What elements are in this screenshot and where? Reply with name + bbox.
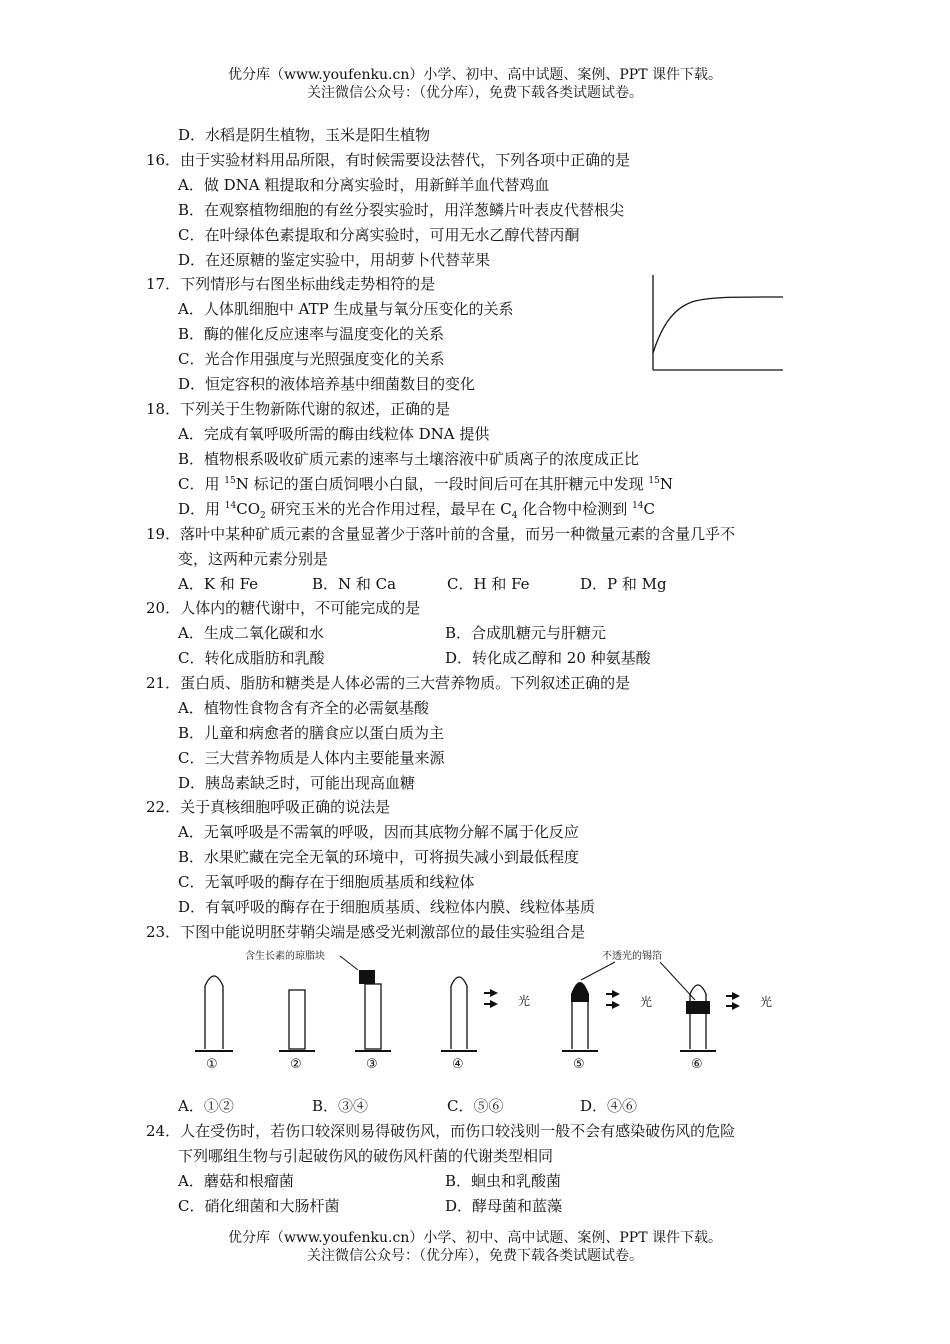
saturation-curve <box>653 297 783 353</box>
q22-option-b: B．水果贮藏在完全无氧的环境中，可将损失减小到最低程度 <box>178 848 580 866</box>
fig-number-6: ⑥ <box>691 1057 703 1072</box>
fig-number-5: ⑤ <box>573 1057 585 1072</box>
q22-stem: 22．关于真核细胞呼吸正确的说法是 <box>146 798 391 816</box>
q20-option-c: C．转化成脂肪和乳酸 <box>178 649 325 667</box>
q18-option-a: A．完成有氧呼吸所需的酶由线粒体 DNA 提供 <box>178 425 490 443</box>
coleoptile-1 <box>195 976 233 1072</box>
q17-option-c: C．光合作用强度与光照强度变化的关系 <box>178 350 445 368</box>
q17-option-d: D．恒定容积的液体培养基中细菌数目的变化 <box>178 375 476 393</box>
q22-option-d: D．有氧呼吸的酶存在于细胞质基质、线粒体内膜、线粒体基质 <box>178 898 596 916</box>
q22-option-c: C．无氧呼吸的酶存在于细胞质基质和线粒体 <box>178 873 475 891</box>
light-label-4: 光 <box>518 994 531 1008</box>
q15-option-d: D．水稻是阴生植物，玉米是阳生植物 <box>178 126 431 144</box>
light-label-6: 光 <box>760 995 773 1009</box>
fig-number-3: ③ <box>366 1057 378 1072</box>
q16-option-c: C．在叶绿体色素提取和分离实验时，可用无水乙醇代替丙酮 <box>178 226 580 244</box>
coleoptile-4 <box>441 977 530 1072</box>
q19-option-d: D．P 和 Mg <box>580 575 667 593</box>
q20-option-d: D．转化成乙醇和 20 种氨基酸 <box>445 649 651 667</box>
q23-option-a: A．①② <box>178 1097 234 1115</box>
q20-stem: 20．人体内的糖代谢中，不可能完成的是 <box>146 599 421 617</box>
q16-option-a: A．做 DNA 粗提取和分离实验时，用新鲜羊血代替鸡血 <box>178 176 550 194</box>
footer-line-2: 关注微信公众号：（优分库），免费下载各类试题试卷。 <box>307 1248 643 1264</box>
agar-label-pointer <box>340 956 358 970</box>
q16-option-d: D．在还原糖的鉴定实验中，用胡萝卜代替苹果 <box>178 251 491 269</box>
q19-option-c: C．H 和 Fe <box>447 575 530 593</box>
q23-stem: 23．下图中能说明胚芽鞘尖端是感受光刺激部位的最佳实验组合是 <box>146 923 586 941</box>
fig-number-4: ④ <box>452 1057 464 1072</box>
q24-option-c: C．硝化细菌和大肠杆菌 <box>178 1197 340 1215</box>
foil-label: 不透光的锡箔 <box>602 951 662 962</box>
q16-option-b: B．在观察植物细胞的有丝分裂实验时，用洋葱鳞片叶表皮代替根尖 <box>178 201 625 219</box>
light-label-5: 光 <box>640 995 653 1009</box>
q21-stem: 21．蛋白质、脂肪和糖类是人体必需的三大营养物质。下列叙述正确的是 <box>146 674 631 692</box>
agar-block <box>359 970 375 984</box>
q21-option-a: A．植物性食物含有齐全的必需氨基酸 <box>178 699 429 717</box>
agar-block-label: 含生长素的琼脂块 <box>245 951 325 962</box>
header-line-2: 关注微信公众号：（优分库），免费下载各类试题试卷。 <box>307 85 643 101</box>
q24-option-d: D．酵母菌和蓝藻 <box>445 1197 563 1215</box>
q18-option-d: D．用 $^{14}CO_2$ 研究玉米的光合作用过程，最早在 $C_4$ 化合物中检测到 $^{14}$C <box>178 500 655 521</box>
q24-option-b: B．蛔虫和乳酸菌 <box>445 1172 562 1190</box>
fig-number-2: ② <box>290 1057 302 1072</box>
coleoptile-2 <box>279 990 315 1072</box>
foil-cap <box>571 982 589 1002</box>
q17-stem: 17．下列情形与右图坐标曲线走势相符的是 <box>146 275 436 293</box>
q23-coleoptile-figure <box>190 944 790 1079</box>
q23-option-b: B．③④ <box>312 1097 369 1115</box>
q18-option-b: B．植物根系吸收矿质元素的速率与土壤溶液中矿质离子的浓度成正比 <box>178 450 640 468</box>
footer-line-1: 优分库（www.youfenku.cn）小学、初中、高中试题、案例、PPT 课件下载。 <box>227 1230 722 1246</box>
q19-stem-line-2: 变，这两种元素分别是 <box>178 550 329 568</box>
q20-option-a: A．生成二氧化碳和水 <box>178 624 324 642</box>
q17-option-b: B．酶的催化反应速率与温度变化的关系 <box>178 325 445 343</box>
foil-pointer-5 <box>581 962 615 980</box>
q17-curve-figure <box>650 273 786 375</box>
q21-option-b: B．儿童和病愈者的膳食应以蛋白质为主 <box>178 724 445 742</box>
q22-option-a: A．无氧呼吸是不需氧的呼吸，因而其底物分解不属于化反应 <box>178 823 579 841</box>
q18-stem: 18．下列关于生物新陈代谢的叙述，正确的是 <box>146 400 451 418</box>
q24-stem-line-1: 24．人在受伤时，若伤口较深则易得破伤风，而伤口较浅则一般不会有感染破伤风的危险 <box>146 1122 736 1140</box>
q21-option-d: D．胰岛素缺乏时，可能出现高血糖 <box>178 774 416 792</box>
fig-number-1: ① <box>206 1057 218 1072</box>
q20-option-b: B．合成肌糖元与肝糖元 <box>445 624 607 642</box>
q23-option-d: D．④⑥ <box>580 1097 638 1115</box>
q24-stem-line-2: 下列哪组生物与引起破伤风的破伤风杆菌的代谢类型相同 <box>178 1147 554 1165</box>
q16-stem: 16．由于实验材料用品所限，有时候需要设法替代，下列各项中正确的是 <box>146 151 631 169</box>
q24-option-a: A．蘑菇和根瘤菌 <box>178 1172 294 1190</box>
coleoptile-5 <box>562 982 652 1072</box>
q19-stem-line-1: 19．落叶中某种矿质元素的含量显著少于落叶前的含量，而另一种微量元素的含量几乎不 <box>146 525 736 543</box>
header-line-1: 优分库（www.youfenku.cn）小学、初中、高中试题、案例、PPT 课件下载。 <box>227 67 722 83</box>
q19-option-b: B．N 和 Ca <box>312 575 397 593</box>
q21-option-c: C．三大营养物质是人体内主要能量来源 <box>178 749 445 767</box>
coleoptile-3 <box>355 970 391 1072</box>
q23-option-c: C．⑤⑥ <box>447 1097 504 1115</box>
q18-option-c: C．用 $^{15}$N 标记的蛋白质饲喂小白鼠，一段时间后可在其肝糖元中发现 $^{15}$N <box>178 475 673 493</box>
q19-option-a: A．K 和 Fe <box>178 575 259 593</box>
q17-option-a: A．人体肌细胞中 ATP 生成量与氧分压变化的关系 <box>178 300 514 318</box>
foil-band <box>686 1001 710 1014</box>
